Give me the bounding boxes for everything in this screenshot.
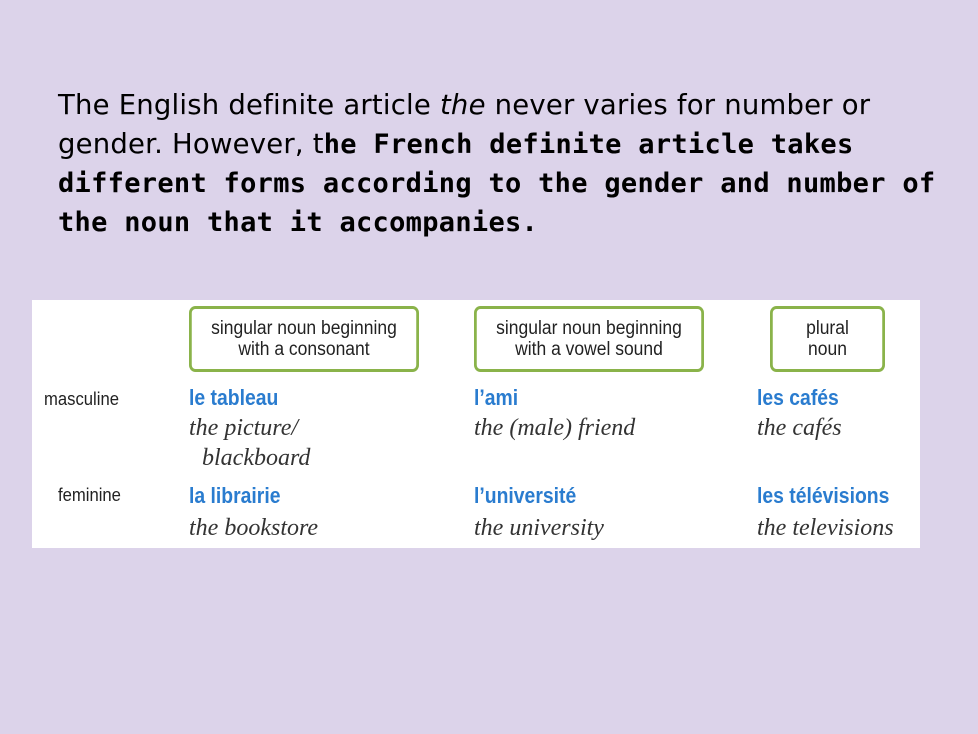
header-plural-line1: plural <box>806 318 849 339</box>
intro-text-2: never varies for number or gender. However, t <box>58 89 871 160</box>
intro-paragraph <box>58 86 938 242</box>
french-les-cafes: les cafés <box>757 385 839 410</box>
row-label-masculine: masculine <box>44 388 119 409</box>
header-consonant-line1: singular noun beginning <box>211 318 397 339</box>
french-luniversite: l’université <box>474 483 577 508</box>
header-consonant <box>189 306 419 372</box>
header-vowel <box>474 306 704 372</box>
french-lami: l’ami <box>474 385 519 410</box>
english-the-picture: the picture/ <box>189 415 299 441</box>
french-le-tableau: le tableau <box>189 385 279 410</box>
english-the-televisions: the televisions <box>757 515 894 541</box>
intro-text-bold: he French definite article takes different forms according to the gender and number of the noun that it accompanies. <box>58 129 936 238</box>
header-vowel-line2: with a vowel sound <box>515 339 663 360</box>
english-the-bookstore: the bookstore <box>189 515 319 541</box>
intro-text-italic: the <box>439 89 486 121</box>
header-plural-line2: noun <box>808 339 847 360</box>
english-the-male-friend: the (male) friend <box>474 415 636 441</box>
french-la-librairie: la librairie <box>189 483 281 508</box>
english-blackboard: blackboard <box>202 445 311 471</box>
english-the-cafes: the cafés <box>757 415 842 441</box>
header-consonant-line2: with a consonant <box>238 339 370 360</box>
row-label-feminine: feminine <box>58 484 121 505</box>
french-les-televisions: les télévisions <box>757 483 890 508</box>
english-the-university: the university <box>474 515 604 541</box>
article-table <box>32 300 920 548</box>
header-vowel-line1: singular noun beginning <box>496 318 682 339</box>
header-plural <box>770 306 885 372</box>
intro-text-1: The English definite article <box>58 89 440 121</box>
